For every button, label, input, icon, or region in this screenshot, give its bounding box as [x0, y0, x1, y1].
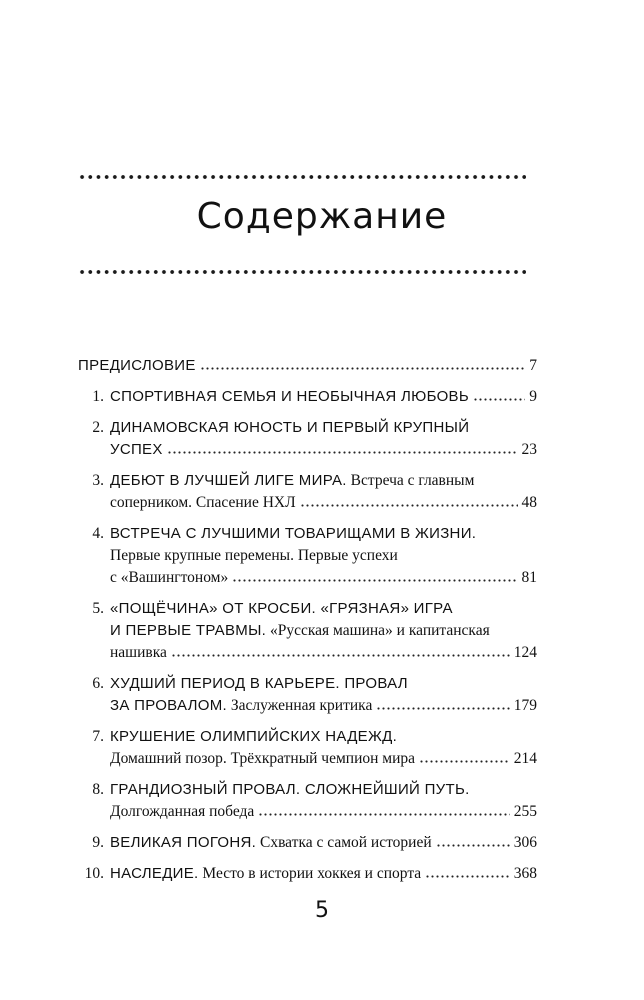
toc-entry-line: [78, 523, 537, 545]
dot-leader: [419, 760, 510, 763]
toc-entry[interactable]: [78, 470, 537, 514]
dot-leader: [436, 844, 510, 847]
toc-entry-line: [78, 779, 537, 801]
chapter-subtitle: Первые крупные перемены. Первые успехи: [110, 547, 398, 564]
toc-entry-title: [110, 620, 490, 642]
toc-entry-line: [78, 832, 537, 854]
chapter-number: 2.: [92, 419, 104, 436]
toc-entry-line: [78, 355, 537, 377]
dot-leader: [300, 504, 518, 507]
chapter-title-caps: СПОРТИВНАЯ СЕМЬЯ И НЕОБЫЧНАЯ ЛЮБОВЬ: [110, 388, 470, 405]
toc-page-number: 124: [513, 644, 537, 661]
chapter-number: 6.: [92, 675, 104, 692]
toc-entry-line: [78, 620, 537, 642]
dot-leader: [171, 654, 510, 657]
toc-entry-title: [110, 439, 163, 461]
toc-entry-title: [110, 567, 228, 589]
chapter-number: 1.: [92, 388, 104, 405]
chapter-number: 10.: [84, 865, 104, 882]
chapter-number: 8.: [92, 781, 104, 798]
toc-entry-title: [110, 673, 408, 695]
chapter-subtitle: с «Вашингтоном»: [110, 569, 229, 586]
toc-entry-line: [78, 673, 537, 695]
toc-entry-title: [110, 386, 469, 408]
dot-leader: [167, 451, 518, 454]
toc-entry-title: [110, 801, 254, 823]
toc-entry-line: [78, 470, 537, 492]
toc-entry-line: [78, 642, 537, 664]
dot-leader: [232, 579, 517, 582]
chapter-title-caps: ЗА ПРОВАЛОМ.: [110, 697, 227, 714]
toc-entry-title: [78, 355, 196, 377]
chapter-subtitle: Место в истории хоккея и спорта: [198, 865, 422, 882]
toc-entry-line: [78, 492, 537, 514]
toc-entry[interactable]: [78, 386, 537, 408]
toc-page-number: 306: [513, 834, 537, 851]
chapter-subtitle: нашивка: [110, 644, 167, 661]
toc-entry-line: [78, 748, 537, 770]
toc-entry-line: [78, 598, 537, 620]
toc-entry[interactable]: [78, 673, 537, 717]
toc-page-number: 9: [529, 388, 537, 405]
table-of-contents: [78, 355, 537, 894]
toc-entry-line: [78, 545, 537, 567]
dot-leader: [376, 707, 509, 710]
chapter-title-caps: И ПЕРВЫЕ ТРАВМЫ.: [110, 622, 267, 639]
chapter-title-caps: НАСЛЕДИЕ.: [110, 865, 199, 882]
page-number: 5: [315, 898, 329, 923]
toc-page-number: 179: [513, 697, 537, 714]
toc-entry-title: [110, 748, 415, 770]
chapter-subtitle: Долгожданная победа: [110, 803, 255, 820]
toc-entry[interactable]: [78, 832, 537, 854]
toc-entry[interactable]: [78, 726, 537, 770]
toc-entry-title: [110, 779, 470, 801]
toc-page-number: 7: [529, 357, 537, 374]
toc-entry-line: [78, 417, 537, 439]
toc-entry-line: [78, 439, 537, 461]
toc-entry-line: [78, 567, 537, 589]
chapter-title-caps: ДЕБЮТ В ЛУЧШЕЙ ЛИГЕ МИРА.: [110, 472, 347, 489]
toc-entry[interactable]: [78, 523, 537, 589]
toc-page-number: 48: [521, 494, 537, 511]
toc-entry-line: [78, 695, 537, 717]
dot-leader: [258, 813, 509, 816]
toc-entry-title: [110, 598, 453, 620]
chapter-number: 5.: [92, 600, 104, 617]
toc-page-number: 81: [521, 569, 537, 586]
toc-entry[interactable]: [78, 355, 537, 377]
toc-entry[interactable]: [78, 417, 537, 461]
chapter-title-caps: ПРЕДИСЛОВИЕ: [78, 357, 196, 374]
toc-entry-title: [110, 470, 474, 492]
chapter-subtitle: Схватка с самой историей: [256, 834, 432, 851]
toc-page-number: 23: [521, 441, 537, 458]
chapter-subtitle: Встреча с главным: [346, 472, 475, 489]
toc-entry-title: [110, 832, 432, 854]
chapter-title-caps: КРУШЕНИЕ ОЛИМПИЙСКИХ НАДЕЖД.: [110, 728, 398, 745]
page-title: Содержание: [196, 196, 448, 237]
toc-entry-title: [110, 523, 476, 545]
toc-entry-title: [110, 545, 398, 567]
toc-page-number: 255: [513, 803, 537, 820]
toc-entry[interactable]: [78, 779, 537, 823]
toc-entry-title: [110, 863, 421, 885]
chapter-title-caps: ВСТРЕЧА С ЛУЧШИМИ ТОВАРИЩАМИ В ЖИЗНИ.: [110, 525, 477, 542]
toc-entry-title: [110, 726, 397, 748]
chapter-number: 9.: [92, 834, 104, 851]
toc-entry[interactable]: [78, 598, 537, 664]
chapter-subtitle: соперником. Спасение НХЛ: [110, 494, 296, 511]
toc-entry-title: [110, 492, 296, 514]
chapter-subtitle: «Русская машина» и капитанская: [266, 622, 490, 639]
toc-entry-line: [78, 386, 537, 408]
toc-entry-title: [110, 642, 167, 664]
chapter-title-caps: ДИНАМОВСКАЯ ЮНОСТЬ И ПЕРВЫЙ КРУПНЫЙ: [110, 419, 470, 436]
chapter-number: 3.: [92, 472, 104, 489]
toc-entry-line: [78, 801, 537, 823]
chapter-number: 4.: [92, 525, 104, 542]
chapter-subtitle: Заслуженная критика: [226, 697, 373, 714]
chapter-title-caps: УСПЕХ: [110, 441, 163, 458]
toc-entry-title: [110, 417, 469, 439]
chapter-number: 7.: [92, 728, 104, 745]
toc-entry-line: [78, 863, 537, 885]
chapter-title-caps: ВЕЛИКАЯ ПОГОНЯ.: [110, 834, 257, 851]
bottom-dotted-divider: [78, 270, 526, 274]
toc-page-number: 214: [513, 750, 537, 767]
chapter-subtitle: Домашний позор. Трёхкратный чемпион мира: [110, 750, 416, 767]
dot-leader: [473, 398, 525, 401]
toc-page-number: 368: [513, 865, 537, 882]
dot-leader: [200, 367, 526, 370]
toc-entry[interactable]: [78, 863, 537, 885]
toc-entry-line: [78, 726, 537, 748]
chapter-title-caps: ХУДШИЙ ПЕРИОД В КАРЬЕРЕ. ПРОВАЛ: [110, 675, 408, 692]
top-dotted-divider: [78, 175, 526, 179]
chapter-title-caps: «ПОЩЁЧИНА» ОТ КРОСБИ. «ГРЯЗНАЯ» ИГРА: [110, 600, 453, 617]
toc-entry-title: [110, 695, 372, 717]
chapter-title-caps: ГРАНДИОЗНЫЙ ПРОВАЛ. СЛОЖНЕЙШИЙ ПУТЬ.: [110, 781, 470, 798]
dot-leader: [425, 875, 510, 878]
